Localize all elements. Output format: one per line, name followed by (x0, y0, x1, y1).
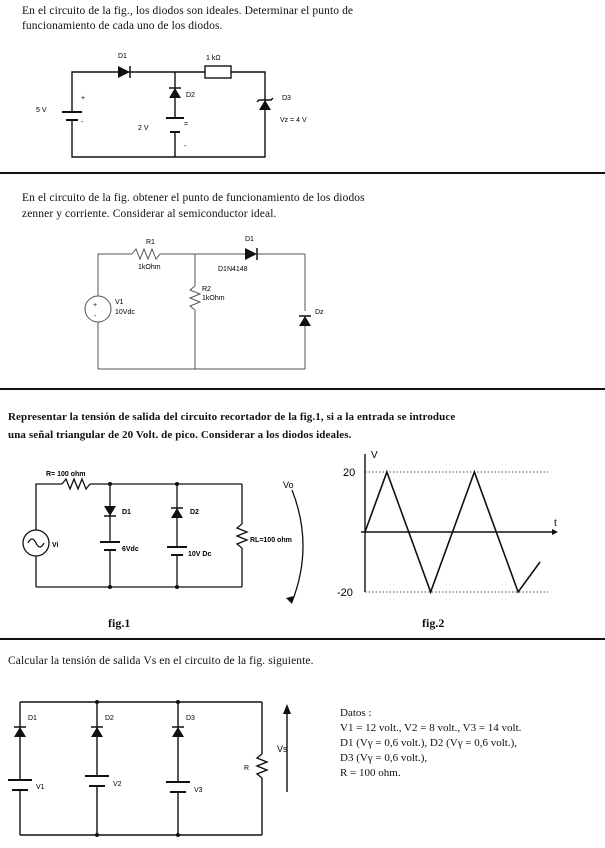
vi-label: Vi (52, 542, 59, 549)
problem-4-text-line: Calcular la tensión de salida Vs en el circuito de la fig. siguiente. (8, 655, 314, 667)
dz-label: Dz (315, 309, 324, 316)
x-axis-label: t (554, 518, 557, 529)
d1-label: D1 (28, 715, 37, 722)
d2-label: D2 (190, 509, 199, 516)
d2-label: D2 (186, 92, 195, 99)
divider-3 (0, 638, 605, 640)
r1-value: 1kOhm (138, 264, 161, 271)
rl-label: RL=100 ohm (250, 537, 292, 544)
x-axis-arrow (552, 529, 558, 535)
e2-label: 10V Dc (188, 551, 212, 558)
svg-text:+: + (93, 302, 98, 309)
e1-label: 6Vdc (122, 546, 139, 553)
y-tick-label-bottom: -20 (337, 587, 353, 599)
resistor-label: 1 kΩ (206, 55, 221, 62)
svg-text:-: - (94, 313, 97, 320)
d2-label: D2 (105, 715, 114, 722)
r-label: R (244, 765, 250, 772)
data-line-d1-d2: D1 (Vγ = 0,6 volt.), D2 (Vγ = 0,6 volt.), (340, 737, 518, 749)
problem-2-text-line-1: En el circuito de la fig. obtener el punto de funcionamiento de los diodos (22, 192, 365, 204)
data-block (340, 706, 521, 781)
data-line-r: R = 100 ohm. (340, 767, 401, 779)
r2-value: 1kOhm (202, 295, 225, 302)
source-label: 5 V (36, 107, 47, 114)
problem-3-text-line-1: Representar la tensión de salida del circuito recortador de la fig.1, si a la entrada se introduce (8, 411, 456, 423)
circuit-2 (0, 176, 605, 388)
v1-label: V1 (115, 299, 124, 306)
v2-label: V2 (113, 781, 122, 788)
d1-label: D1 (118, 53, 127, 60)
d1-label: D1 (245, 236, 254, 243)
v1-label: V1 (36, 784, 45, 791)
d1-label: D1 (122, 509, 131, 516)
divider-1 (0, 172, 605, 174)
r1-label: R1 (146, 239, 155, 246)
data-line-d3: D3 (Vγ = 0,6 volt.), (340, 752, 428, 764)
problem-2 (0, 176, 605, 388)
triangle-wave-chart (0, 392, 605, 638)
problem-3 (0, 392, 605, 638)
data-line-title: Datos : (340, 707, 372, 719)
d3-label: D3 (282, 95, 291, 102)
problem-3-text-line-2: una señal triangular de 20 Volt. de pico. Considerar a los diodos ideales. (8, 429, 352, 441)
svg-text:+: + (81, 95, 86, 102)
fig2-caption: fig.2 (422, 616, 445, 630)
vo-label: Vo (283, 480, 294, 490)
y-tick-label-top: 20 (343, 467, 356, 479)
problem-1-text-line-1: En el circuito de la fig., los diodos son ideales. Determinar el punto de (22, 5, 354, 17)
y-axis-label: V (371, 450, 378, 461)
divider-2 (0, 388, 605, 390)
problem-2-text-line-2: zenner y corriente. Considerar al semiconductor ideal. (22, 208, 277, 220)
v1-value: 10Vdc (115, 309, 135, 316)
fig1-caption: fig.1 (108, 616, 131, 630)
data-line-voltages: V1 = 12 volt., V2 = 8 volt., V3 = 14 volt. (340, 722, 522, 734)
vs-label: Vs (277, 744, 288, 754)
svg-text:-: - (81, 119, 84, 126)
circuit-1 (0, 0, 605, 172)
zener-voltage-label: Vz = 4 V (280, 117, 307, 124)
r-label: R= 100 ohm (46, 471, 86, 478)
d3-label: D3 (186, 715, 195, 722)
r2-label: R2 (202, 286, 211, 293)
problem-4 (0, 642, 605, 848)
battery-label: 2 V (138, 125, 149, 132)
problem-1-text-line-2: funcionamiento de cada uno de los diodos. (22, 20, 223, 32)
svg-text:=: = (184, 121, 189, 128)
problem-1 (0, 0, 605, 172)
d1-model: D1N4148 (218, 266, 248, 273)
v3-label: V3 (194, 787, 203, 794)
svg-text:-: - (184, 143, 187, 150)
